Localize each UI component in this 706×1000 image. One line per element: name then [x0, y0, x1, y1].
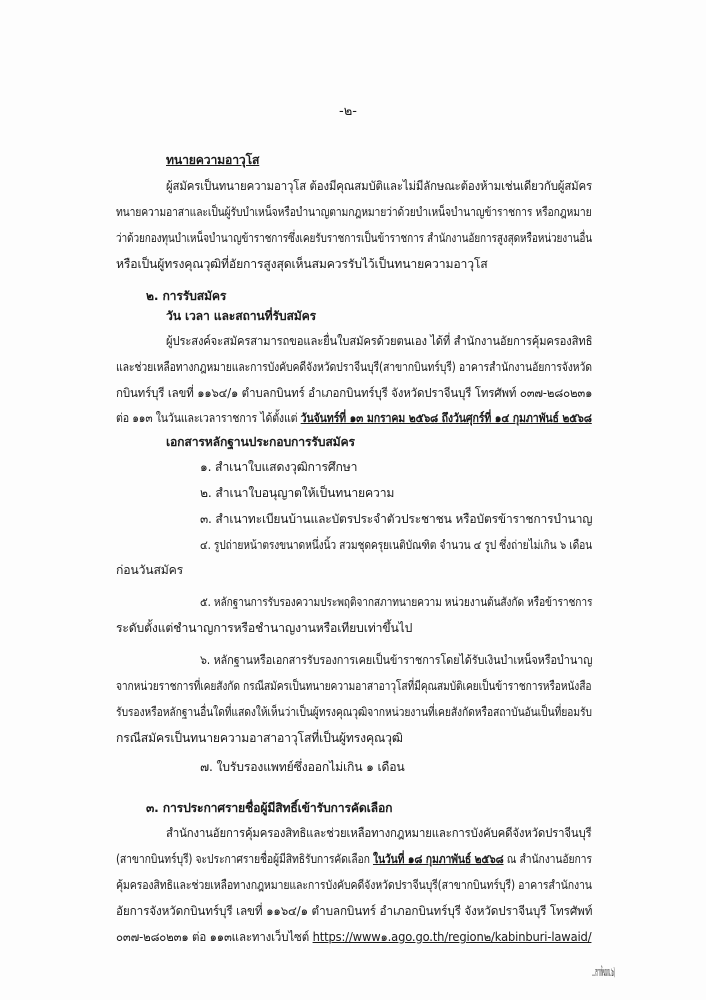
document-item-cont: จากหน่วยราชการที่เคยสังกัด กรณีสมัครเป็นทนายความอาสาอาวุโสที่มีคุณสมบัติเคยเป็นข้าราชการหรือหนังสือ	[116, 679, 592, 693]
page-number: -๒-	[339, 104, 357, 119]
dates-prefix: ต่อ ๑๑๓ ในวันและเวลาราชการ ได้ตั้งแต่	[116, 411, 301, 425]
section-3-line: คุ้มครองสิทธิและช่วยเหลือทางกฎหมายและการบังคับคดีจังหวัดปราจีนบุรี(สาขากบินทร์บุรี) อาคารสำนักงาน	[116, 878, 592, 892]
document-item: ๔. รูปถ่ายหน้าตรงขนาดหนึ่งนิ้ว สวมชุดครุยเนติบัณฑิต จำนวน ๔ รูป ซึ่งถ่ายไม่เกิน ๖ เดือน	[200, 538, 593, 552]
documents-title: เอกสารหลักฐานประกอบการรับสมัคร	[166, 435, 355, 449]
section-3-title: ๓. การประกาศรายชื่อผู้มีสิทธิ์เข้ารับการคัดเลือก	[146, 801, 393, 815]
section-2-title: ๒. การรับสมัคร	[146, 289, 227, 303]
section-2-line: ผู้ประสงค์จะสมัครสามารถขอและยื่นใบสมัครด้วยตนเอง ได้ที่ สำนักงานอัยการคุ้มครองสิทธิ	[166, 334, 593, 348]
section-2-dates-line	[116, 410, 592, 426]
document-item: ๕. หลักฐานการรับรองความประพฤติจากสภาทนายความ หน่วยงานต้นสังกัด หรือข้าราชการ	[200, 595, 593, 609]
announce-date: ในวันที่ ๑๘ กุมภาพันธ์ ๒๕๖๘	[372, 852, 504, 866]
document-item: ๖. หลักฐานหรือเอกสารรับรองการเคยเป็นข้าราชการโดยได้รับเงินบำเหน็จหรือบำนาญ	[200, 653, 593, 667]
document-item: ๗. ใบรับรองแพทย์ซึ่งออกไม่เกิน ๑ เดือน	[200, 760, 405, 774]
section-2-subtitle: วัน เวลา และสถานที่รับสมัคร	[166, 309, 317, 323]
section-3-line	[116, 929, 591, 945]
footer-continuation: /๔.เกณฑ์การ...	[592, 965, 615, 979]
document-item-cont: ระดับตั้งแต่ชำนาญการหรือชำนาญงานหรือเทียบเท่าขึ้นไป	[116, 621, 413, 635]
senior-lawyer-line: ผู้สมัครเป็นทนายความอาวุโส ต้องมีคุณสมบัติและไม่มีลักษณะต้องห้ามเช่นเดียวกับผู้สมัคร	[166, 179, 593, 193]
website-link[interactable]: https://www๑.ago.go.th/region๒/kabinburi-lawaid/	[312, 930, 592, 944]
section-3-line: อัยการจังหวัดกบินทร์บุรี เลขที่ ๑๑๖๔/๑ ตำบลกบินทร์ อำเภอกบินทร์บุรี จังหวัดปราจีนบุรี โทรศัพท์	[116, 904, 593, 918]
section-2-line: กบินทร์บุรี เลขที่ ๑๑๖๔/๑ ตำบลกบินทร์ อำเภอกบินทร์บุรี จังหวัดปราจีนบุรี โทรศัพท์ ๐๓๗-๒๘๐๒๓๑	[116, 386, 593, 400]
document-item: ๓. สำเนาทะเบียนบ้านและบัตรประจำตัวประชาชน หรือบัตรข้าราชการบำนาญ	[200, 512, 593, 526]
application-dates: วันจันทร์ที่ ๑๓ มกราคม ๒๕๖๘ ถึงวันศุกร์ที่ ๑๔ กุมภาพันธ์ ๒๕๖๘	[300, 411, 592, 425]
announce-suffix: ณ สำนักงานอัยการ	[503, 852, 592, 866]
senior-lawyer-line: หรือเป็นผู้ทรงคุณวุฒิที่อัยการสูงสุดเห็นสมควรรับไว้เป็นทนายความอาวุโส	[116, 257, 488, 271]
senior-lawyer-title: ทนายความอาวุโส	[166, 153, 260, 167]
document-item: ๒. สำเนาใบอนุญาตให้เป็นทนายความ	[200, 486, 395, 500]
section-3-line	[116, 851, 592, 867]
senior-lawyer-line: ว่าด้วยกองทุนบำเหน็จบำนาญข้าราชการซึ่งเคยรับราชการเป็นข้าราชการ สำนักงานอัยการสูงสุดหรือหน่วยงานอื่น	[116, 231, 593, 245]
document-item: ๑. สำเนาใบแสดงวุฒิการศึกษา	[200, 460, 358, 474]
document-item-cont: ก่อนวันสมัคร	[116, 563, 184, 577]
section-3-line: สำนักงานอัยการคุ้มครองสิทธิและช่วยเหลือทางกฎหมายและการบังคับคดีจังหวัดปราจีนบุรี	[166, 826, 592, 840]
announce-prefix: (สาขากบินทร์บุรี) จะประกาศรายชื่อผู้มีสิทธิรับการคัดเลือก	[116, 852, 373, 866]
contact-prefix: ๐๓๗-๒๘๐๒๓๑ ต่อ ๑๑๓และทางเว็บไซต์	[116, 930, 313, 944]
document-item-cont: กรณีสมัครเป็นทนายความอาสาอาวุโสที่เป็นผู้ทรงคุณวุฒิ	[116, 731, 403, 745]
document-item-cont: รับรองหรือหลักฐานอื่นใดที่แสดงให้เห็นว่าเป็นผู้ทรงคุณวุฒิจากหน่วยงานที่เคยสังกัดหรือสถาบันอันเป็นที่ยอมรับ	[116, 705, 592, 719]
senior-lawyer-line: ทนายความอาสาและเป็นผู้รับบำเหน็จหรือบำนาญตามกฎหมายว่าด้วยบำเหน็จบำนาญข้าราชการ หรือกฎหมาย	[116, 205, 592, 219]
section-2-line: และช่วยเหลือทางกฎหมายและการบังคับคดีจังหวัดปราจีนบุรี(สาขากบินทร์บุรี) อาคารสำนักงานอัยการจังหวัด	[116, 360, 592, 374]
